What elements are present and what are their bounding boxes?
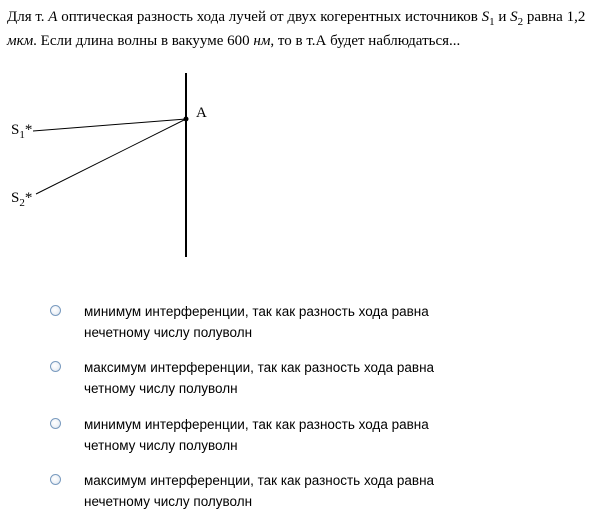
radio-button-icon[interactable]: [50, 418, 61, 429]
question-part-3: равна 1,2: [523, 9, 586, 25]
answer-option-2-line-1: максимум интерференции, так как разность хода равна: [84, 360, 435, 375]
answer-option-1-line-2: нечетному числу полуволн: [84, 325, 253, 340]
question-text: [7, 5, 591, 53]
question-and: и: [494, 9, 511, 25]
answer-option-2-line-2: четному числу полуволн: [84, 381, 238, 396]
radio-button-icon[interactable]: [50, 305, 61, 316]
answer-option-3-line-1: минимум интерференции, так как разность хода равна: [84, 417, 429, 432]
figure-s2-letter: S: [11, 190, 20, 206]
point-a-dot: [184, 117, 189, 122]
figure-s2-subscript: 2: [19, 197, 25, 209]
radio-button-icon[interactable]: [50, 474, 61, 485]
figure-label-a: A: [196, 105, 207, 121]
ray-s1-to-a: [33, 119, 186, 131]
figure-label-s2: [11, 190, 33, 209]
question-part-5: , то в т.А будет наблюдаться...: [270, 33, 461, 49]
source-s1-subscript: 1: [489, 16, 495, 28]
answer-option-4-line-1: максимум интерференции, так как разность хода равна: [84, 473, 435, 488]
source-s1-letter: S: [481, 9, 490, 25]
answer-option-4[interactable]: [50, 472, 570, 516]
figure-s1-subscript: 1: [19, 129, 25, 141]
question-part-2: оптическая разность хода лучей от двух когерентных источников: [57, 9, 482, 25]
point-a-label: A: [48, 9, 58, 25]
answer-option-2[interactable]: [50, 359, 570, 403]
source-s2-subscript: 2: [517, 16, 524, 28]
ray-s2-to-a: [36, 119, 186, 194]
answer-option-1-text: [84, 301, 564, 343]
answer-option-3-text: [84, 414, 564, 456]
figure-label-s1: [11, 122, 33, 141]
unit-nanometer: нм: [253, 33, 271, 49]
unit-micrometer: мкм: [7, 33, 34, 49]
answer-option-1-line-1: минимум интерференции, так как разность хода равна: [84, 304, 429, 319]
answer-option-3-line-2: четному числу полуволн: [84, 438, 238, 453]
radio-button-icon[interactable]: [50, 361, 61, 372]
question-part-4: . Если длина волны в вакууме 600: [33, 33, 254, 49]
answer-option-2-text: [84, 357, 564, 399]
source-s2-letter: S: [510, 9, 518, 25]
source-s2-star: *: [24, 190, 33, 206]
source-s1-star: *: [24, 122, 33, 138]
question-part-1: Для т.: [7, 9, 49, 25]
figure-s1-letter: S: [11, 122, 20, 138]
answer-option-4-text: [84, 470, 564, 512]
answer-option-3[interactable]: [50, 416, 570, 460]
answer-option-1[interactable]: [50, 303, 570, 347]
answer-option-4-line-2: нечетному числу полуволн: [84, 494, 253, 509]
